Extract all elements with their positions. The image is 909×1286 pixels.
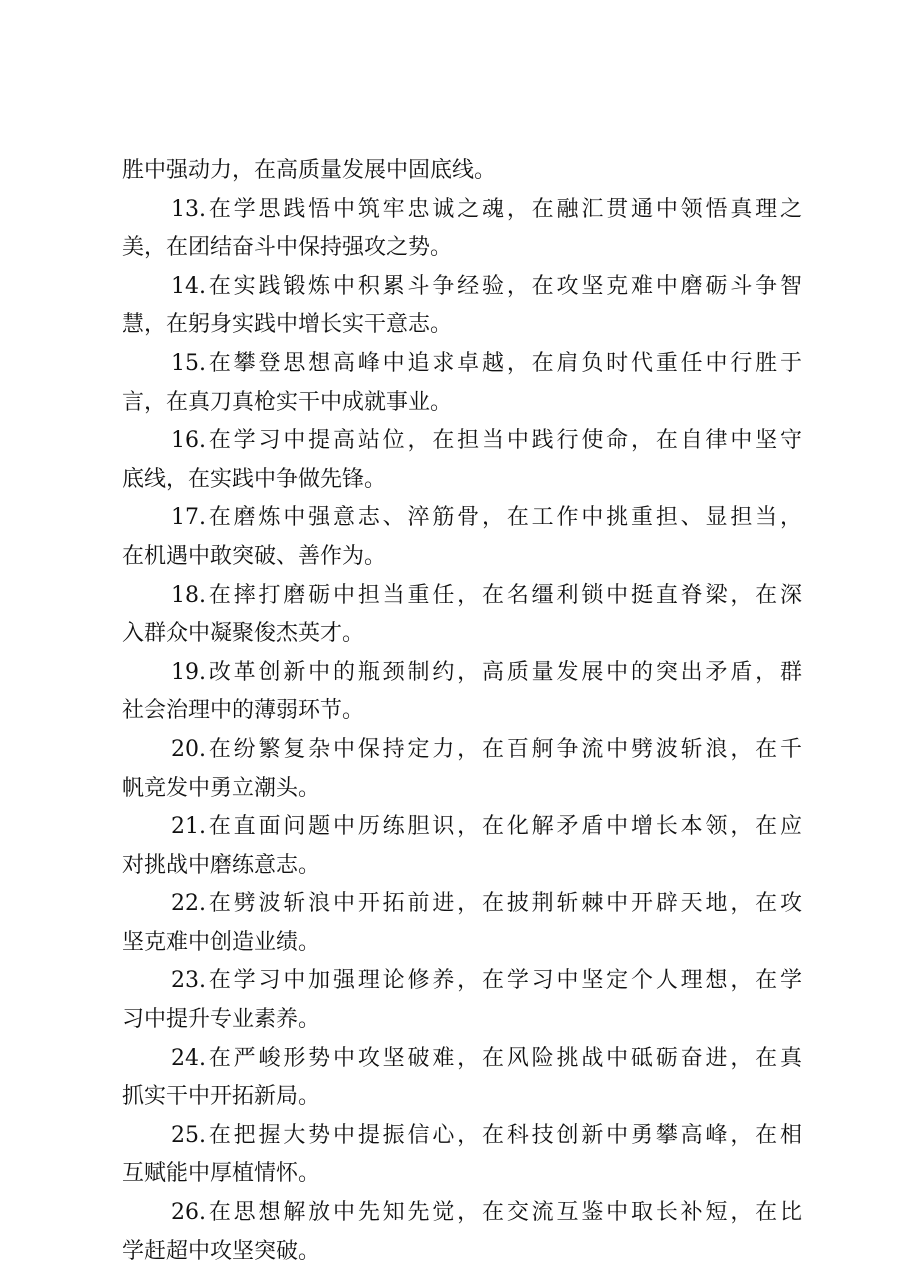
item-first-line: 16.在学习中提高站位，在担当中践行使命，在自律中坚守 [171,428,802,454]
item-second-line: 入群众中凝聚俊杰英才。 [122,621,365,647]
list-item [122,885,802,962]
item-first-line: 19.改革创新中的瓶颈制约，高质量发展中的突出矛盾，群 [171,659,802,685]
item-second-line: 习中提升专业素养。 [122,1007,321,1033]
item-first-line: 18.在摔打磨砺中担当重任，在名缰利锁中挺直脊梁，在深 [171,582,802,608]
item-first-line: 23.在学习中加强理论修养，在学习中坚定个人理想，在学 [171,968,802,994]
continuation-line: 胜中强动力，在高质量发展中固底线。 [122,158,497,183]
item-first-line: 13.在学思践悟中筑牢忠诚之魂，在融汇贯通中领悟真理之 [171,196,802,222]
list-item [122,345,802,422]
item-first-line: 17.在磨炼中强意志、淬筋骨，在工作中挑重担、显担当， [171,505,802,531]
list-item [122,731,802,808]
item-first-line: 21.在直面问题中历练胆识，在化解矛盾中增长本领，在应 [171,814,802,840]
item-first-line: 15.在攀登思想高峰中追求卓越，在肩负时代重任中行胜于 [171,350,802,376]
item-first-line: 22.在劈波斩浪中开拓前进，在披荆斩棘中开辟天地，在攻 [171,891,802,917]
item-second-line: 帆竞发中勇立潮头。 [122,775,321,801]
item-second-line: 互赋能中厚植情怀。 [122,1161,321,1187]
list-item [122,191,802,268]
item-second-line: 言，在真刀真枪实干中成就事业。 [122,389,453,415]
item-first-line: 20.在纷繁复杂中保持定力，在百舸争流中劈波斩浪，在千 [171,736,802,762]
document-body [122,152,802,1271]
list-item [122,499,802,576]
item-first-line: 24.在严峻形势中攻坚破难，在风险挑战中砥砺奋进，在真 [171,1045,802,1071]
item-second-line: 对挑战中磨练意志。 [122,852,321,878]
list-item [122,268,802,345]
item-second-line: 在机遇中敢突破、善作为。 [122,543,387,569]
item-second-line: 抓实干中开拓新局。 [122,1084,321,1110]
list-item [122,962,802,1039]
list-item [122,1040,802,1117]
item-first-line: 14.在实践锻炼中积累斗争经验，在攻坚克难中磨砺斗争智 [171,273,802,299]
item-second-line: 坚克难中创造业绩。 [122,929,321,955]
item-second-line: 底线，在实践中争做先锋。 [122,466,387,492]
list-item [122,1194,802,1271]
item-first-line: 26.在思想解放中先知先觉，在交流互鉴中取长补短，在比 [171,1200,802,1226]
item-second-line: 美，在团结奋斗中保持强攻之势。 [122,235,453,261]
list-item [122,808,802,885]
list-item [122,1117,802,1194]
item-first-line: 25.在把握大势中提振信心，在科技创新中勇攀高峰，在相 [171,1122,802,1148]
item-second-line: 学赶超中攻坚突破。 [122,1238,321,1264]
list-item [122,577,802,654]
item-second-line: 慧，在躬身实践中增长实干意志。 [122,312,453,338]
list-item [122,422,802,499]
list-item [122,654,802,731]
item-second-line: 社会治理中的薄弱环节。 [122,698,365,724]
